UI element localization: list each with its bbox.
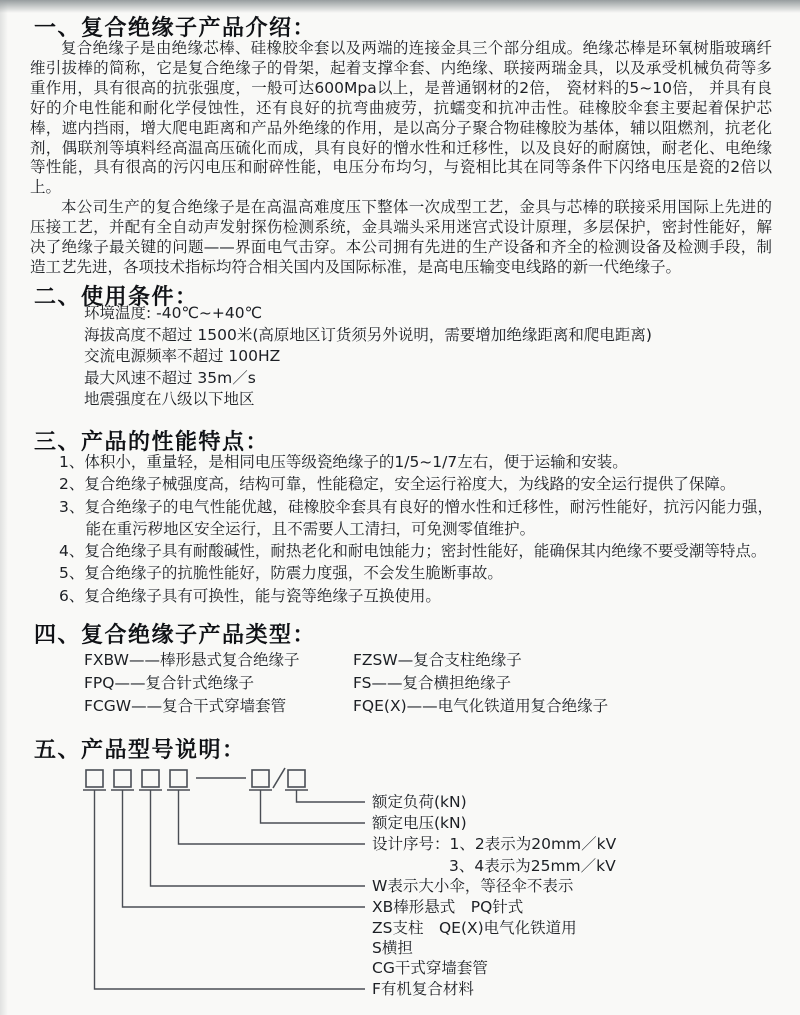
model-code-box: [142, 770, 159, 787]
diagram-label: 额定电压(kN): [372, 814, 467, 832]
feature-item: 4、复合绝缘子具有耐酸碱性，耐热老化和耐电蚀能力；密封性能好，能确保其内绝缘不要受潮等特点。: [59, 542, 767, 561]
slash-separator: [273, 768, 285, 788]
model-code-box: [252, 770, 269, 787]
model-code-box: [114, 770, 131, 787]
condition-item: 最大风速不超过 35m／s: [84, 368, 256, 387]
model-code-box: [170, 770, 187, 787]
feature-item: 6、复合绝缘子具有可换性，能与瓷等绝缘子互换使用。: [59, 586, 441, 605]
feature-list: [59, 451, 773, 607]
section-1-body: [30, 39, 772, 278]
section-4-heading: 四、复合绝缘子产品类型：: [34, 623, 317, 648]
section-5-heading: 五、产品型号说明：: [34, 738, 246, 763]
condition-item: 地震强度在八级以下地区: [84, 390, 255, 409]
condition-item: 海拔高度不超过 1500米(高原地区订货须另外说明，需要增加绝缘距离和爬电距离): [84, 325, 652, 344]
product-type-item: FXBW——棒形悬式复合绝缘子: [84, 651, 300, 669]
model-code-diagram: [0, 758, 800, 1013]
diagram-label: CG干式穿墙套管: [372, 959, 488, 977]
product-type-item: FPQ——复合针式绝缘子: [84, 674, 254, 693]
product-type-item: FS——复合横担绝缘子: [353, 674, 511, 693]
product-type-item: FZSW—复合支柱绝缘子: [353, 651, 522, 669]
condition-item: 交流电源频率不超过 100HZ: [84, 347, 281, 366]
condition-item: 环境温度: -40℃~+40℃: [84, 304, 262, 322]
diagram-label: XB棒形悬式 PQ针式: [372, 898, 524, 916]
product-type-item: FCGW——复合干式穿墙套管: [84, 697, 287, 716]
diagram-label: 3、4表示为25mm／kV: [449, 857, 616, 875]
section-1-heading: 一、复合绝缘子产品介绍：: [34, 16, 317, 41]
diagram-label: ZS支柱 QE(X)电气化铁道用: [372, 919, 577, 937]
feature-item: 5、复合绝缘子的抗脆性能好，防震力度强，不会发生脆断事故。: [59, 564, 503, 583]
section-2-heading: 二、使用条件：: [34, 285, 199, 310]
section-3-heading: 三、产品的性能特点：: [34, 430, 270, 455]
diagram-label: W表示大小伞，等径伞不表示: [372, 877, 574, 895]
feature-item: 3、复合绝缘子的电气性能优越，硅橡胶伞套具有良好的憎水性和迁移性，耐污性能好，抗污闪能力强，能在重污秽地区安全运行，且不需要人工清扫，可免测零值维护。: [59, 497, 773, 538]
diagram-label: 额定负荷(kN): [372, 793, 467, 811]
usage-conditions-list: [84, 303, 652, 411]
model-code-box: [86, 770, 103, 787]
feature-item: 2、复合绝缘子械强度高，结构可靠，性能稳定，安全运行裕度大，为线路的安全运行提供了保障。: [59, 475, 736, 494]
product-type-item: FQE(X)——电气化铁道用复合绝缘子: [353, 697, 609, 716]
diagram-connector-lines: [95, 790, 366, 989]
product-type-list: [84, 648, 608, 718]
diagram-label: 设计序号：1、2表示为20mm／kV: [372, 835, 617, 853]
model-code-box: [288, 770, 305, 787]
feature-item: 1、体积小，重量轻，是相同电压等级瓷绝缘子的1/5~1/7左右，便于运输和安装。: [59, 453, 628, 471]
intro-paragraph-1: 复合绝缘子是由绝缘芯棒、硅橡胶伞套以及两端的连接金具三个部分组成。绝缘芯棒是环氧树脂玻璃纤维引拔棒的简称，它是复合绝缘子的骨架，起着支撑伞套、内绝缘、联接两瑞金具，以及承受机械负荷等多重作用，具有很高的抗张强度，一般可达600Mpa以上，是普通钢材的2倍， 瓷材料的5~10倍， 并具有良好的介电性能和耐化学侵蚀性，还有良好的抗弯曲疲劳，抗蠕变和抗冲击性。硅橡胶伞套主要起着保护芯棒，遮内挡雨，增大爬电距离和产品外绝缘的作用，是以高分子聚合物硅橡胶为基体，辅以阻燃剂，抗老化剂，偶联剂等填料经高温高压硫化而成，具有良好的憎水性和迁移性，以及良好的耐腐蚀，耐老化、电绝缘等性能，具有很高的污闪电压和耐碎性能，电压分布均匀，与瓷相比其在同等条件下闪络电压是瓷的2倍以上。: [30, 39, 772, 197]
diagram-label: F有机复合材料: [372, 980, 474, 998]
diagram-label: S横担: [372, 939, 413, 957]
intro-paragraph-2: 本公司生产的复合绝缘子是在高温高难度压下整体一次成型工艺，金具与芯棒的联接采用国际上先进的压接工艺，并配有全自动声发射探伤检测系统，金具端头采用迷宫式设计原理，多层保护，密封性能好，解决了绝缘子最关键的问题——界面电气击穿。本公司拥有先进的生产设备和齐全的检测设备及检测手段，制造工艺先进，各项技术指标均符合相关国内及国际标准，是高电压输变电线路的新一代绝缘子。: [30, 198, 772, 276]
